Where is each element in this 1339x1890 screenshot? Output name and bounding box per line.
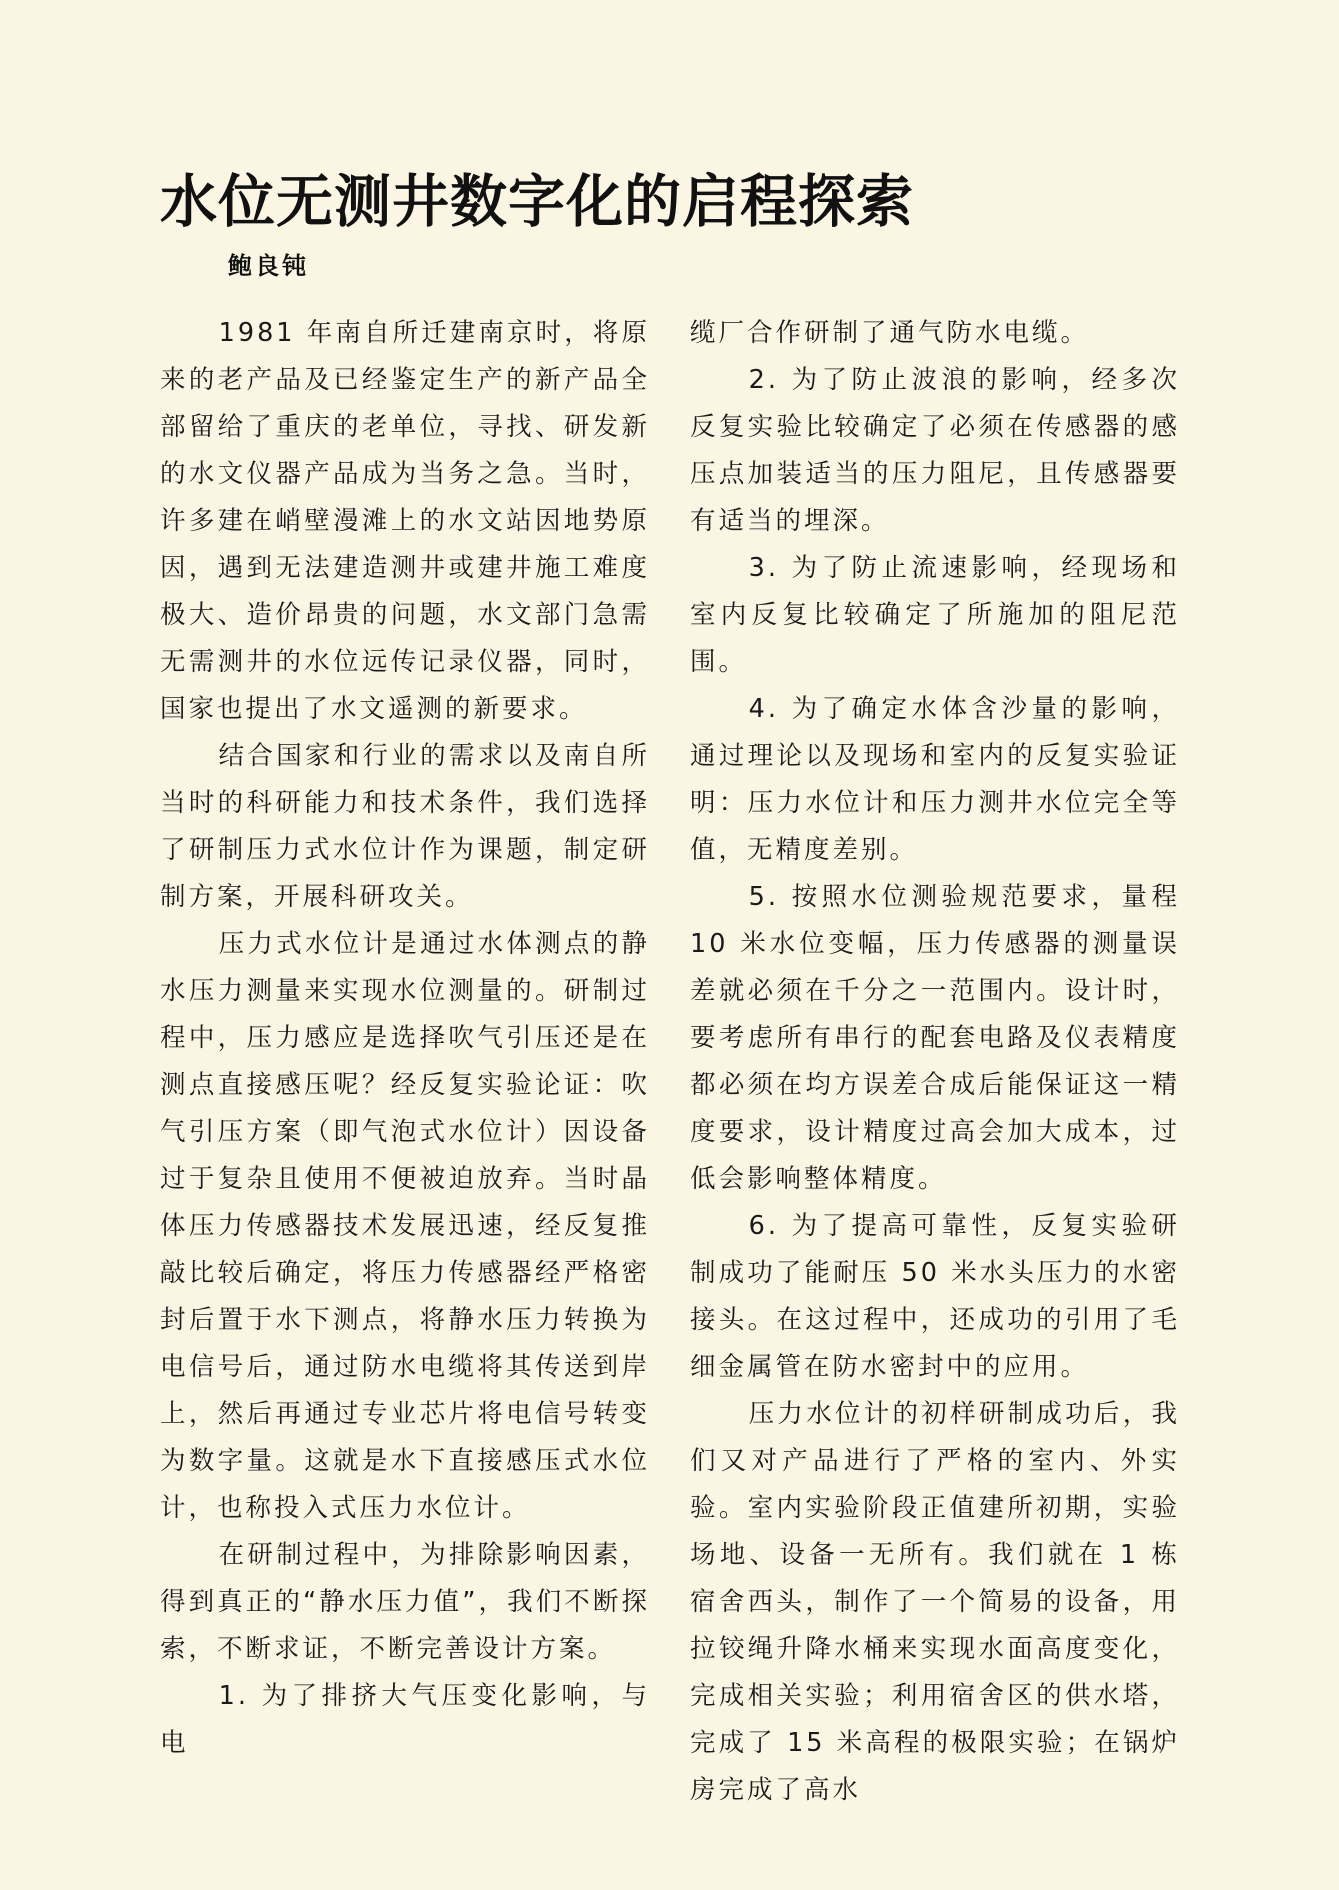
- paragraph: 4. 为了确定水体含沙量的影响，通过理论以及现场和室内的反复实验证明：压力水位计和压力测井水位完全等值，无精度差别。: [690, 694, 1180, 865]
- author-name: 鲍良钝: [228, 251, 309, 280]
- paragraph-continuation: 缆厂合作研制了通气防水电缆。: [690, 318, 1090, 348]
- paragraph: 1. 为了排挤大气压变化影响，与电: [160, 1681, 650, 1758]
- paragraph: 5. 按照水位测验规范要求，量程 10 米水位变幅，压力传感器的测量误差就必须在千分之一范围内。设计时，要考虑所有串行的配套电路及仪表精度都必须在均方误差合成后能保证这一精度要求，设计精度过高会加大成本，过低会影响整体精度。: [690, 882, 1180, 1194]
- right-column: [690, 310, 1180, 1805]
- paragraph: 压力式水位计是通过水体测点的静水压力测量来实现水位测量的。研制过程中，压力感应是选择吹气引压还是在测点直接感压呢？经反复实验论证：吹气引压方案（即气泡式水位计）因设备过于复杂且使用不便被迫放弃。当时晶体压力传感器技术发展迅速，经反复推敲比较后确定，将压力传感器经严格密封后置于水下测点，将静水压力转换为电信号后，通过防水电缆将其传送到岸上，然后再通过专业芯片将电信号转变为数字量。这就是水下直接感压式水位计，也称投入式压力水位计。: [160, 929, 650, 1523]
- paragraph: 6. 为了提高可靠性，反复实验研制成功了能耐压 50 米水头压力的水密接头。在这过程中，还成功的引用了毛细金属管在防水密封中的应用。: [690, 1211, 1180, 1382]
- paragraph: 1981 年南自所迁建南京时，将原来的老产品及已经鉴定生产的新产品全部留给了重庆的老单位，寻找、研发新的水文仪器产品成为当务之急。当时，许多建在峭壁漫滩上的水文站因地势原因，遇到无法建造测井或建井施工难度极大、造价昂贵的问题，水文部门急需无需测井的水位远传记录仪器，同时，国家也提出了水文遥测的新要求。: [160, 318, 650, 724]
- paragraph: 在研制过程中，为排除影响因素，得到真正的“静水压力值”，我们不断探索，不断求证，不断完善设计方案。: [160, 1540, 650, 1664]
- paragraph: 结合国家和行业的需求以及南自所当时的科研能力和技术条件，我们选择了研制压力式水位计作为课题，制定研制方案，开展科研攻关。: [160, 741, 650, 912]
- paragraph: 压力水位计的初样研制成功后，我们又对产品进行了严格的室内、外实验。室内实验阶段正值建所初期，实验场地、设备一无所有。我们就在 1 栋宿舍西头，制作了一个简易的设备，用拉铰绳升降水桶来实现水面高度变化，完成相关实验；利用宿舍区的供水塔，完成了 15 米高程的极限实验；在锅炉房完成了高水: [690, 1399, 1180, 1805]
- article-title: 水位无测井数字化的启程探索: [160, 168, 914, 235]
- left-column: [160, 310, 650, 1758]
- paragraph: 3. 为了防止流速影响，经现场和室内反复比较确定了所施加的阻尼范围。: [690, 553, 1180, 677]
- paragraph: 2. 为了防止波浪的影响，经多次反复实验比较确定了必须在传感器的感压点加装适当的压力阻尼，且传感器要有适当的埋深。: [690, 365, 1180, 536]
